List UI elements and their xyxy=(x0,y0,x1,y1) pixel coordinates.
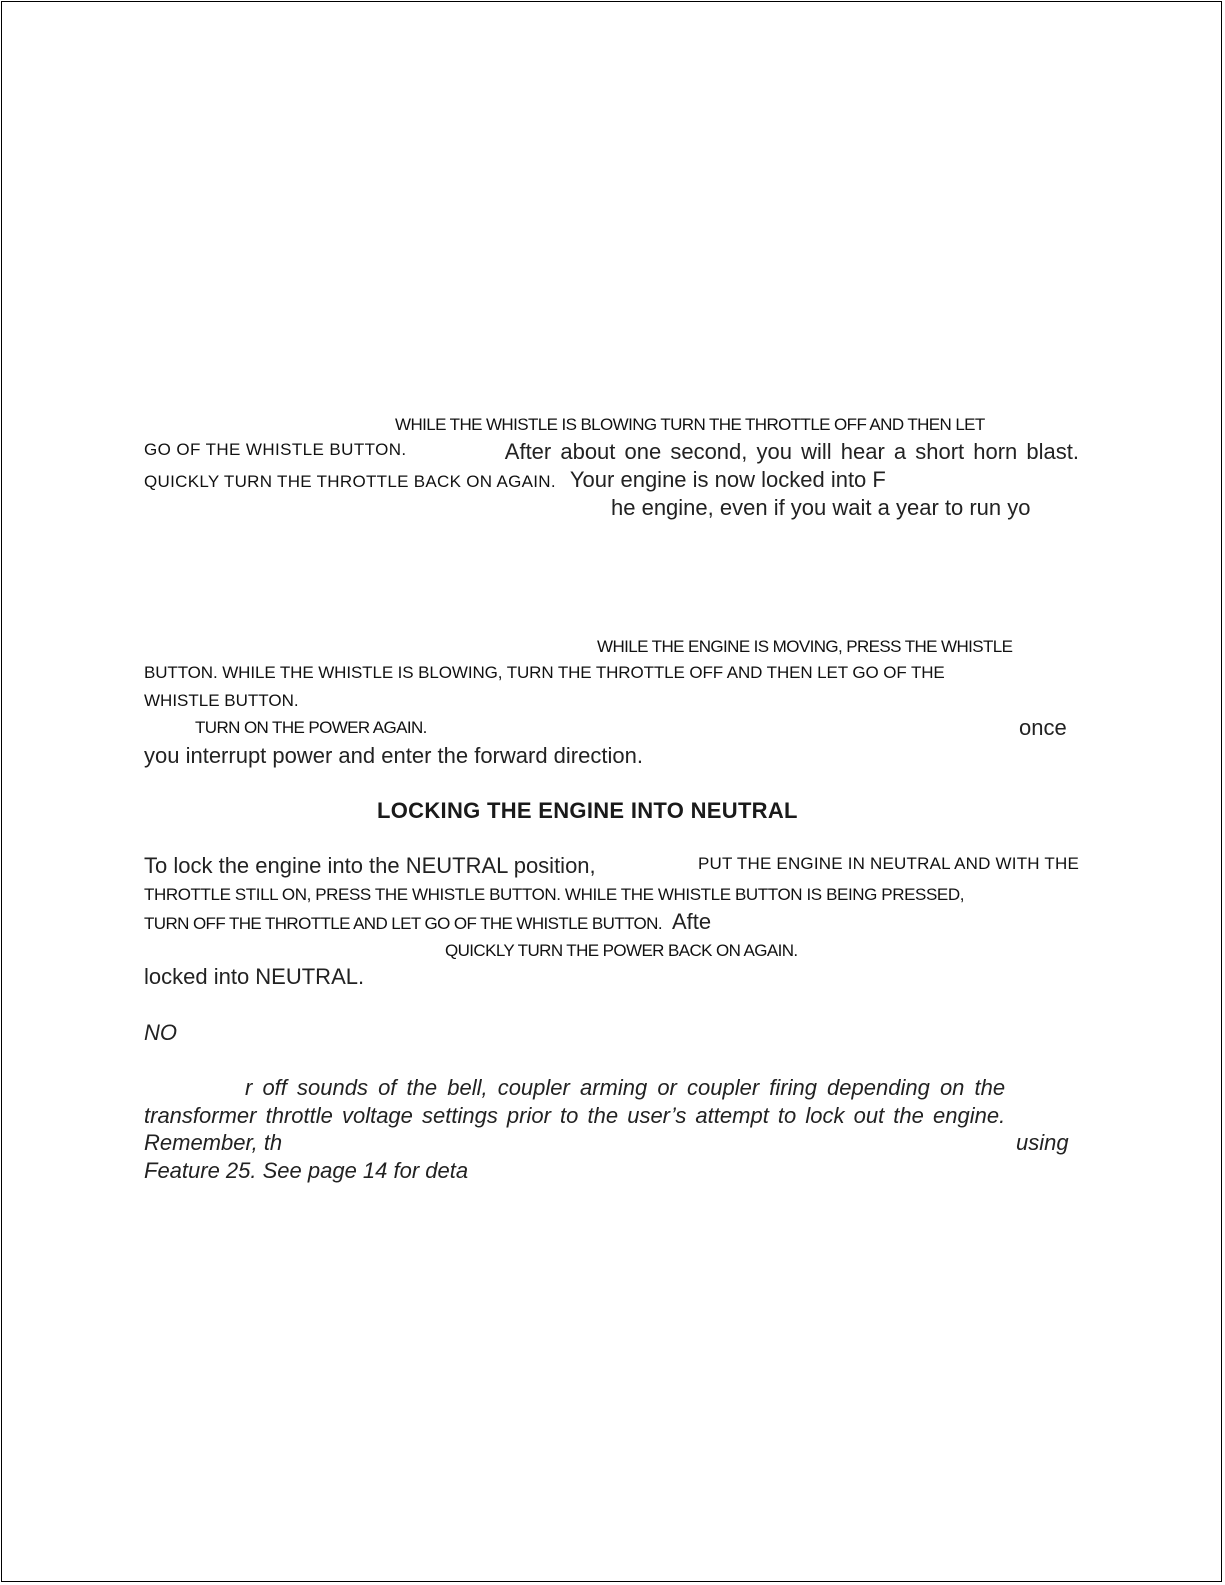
unlock-line-4-caps: TURN ON THE POWER AGAIN. xyxy=(195,718,427,737)
neutral-line-2: THROTTLE STILL ON, PRESS THE WHISTLE BUTTON. WHILE THE WHISTLE BUTTON IS BEING PRESSED, xyxy=(144,885,965,904)
neutral-line-5: locked into NEUTRAL. xyxy=(144,964,365,989)
forward-line-1: WHILE THE WHISTLE IS BLOWING TURN THE THROTTLE OFF AND THEN LET xyxy=(395,415,985,434)
note-line-3-left: Remember, th xyxy=(144,1130,283,1155)
neutral-line-3-caps: TURN OFF THE THROTTLE AND LET GO OF THE WHISTLE BUTTON. xyxy=(144,914,662,933)
neutral-line-1-caps: PUT THE ENGINE IN NEUTRAL AND WITH THE xyxy=(697,854,1079,873)
neutral-line-1-text: To lock the engine into the NEUTRAL position, xyxy=(144,853,596,878)
forward-line-2-text: After about one second, you will hear a short horn blast. xyxy=(504,439,1079,464)
section-heading: LOCKING THE ENGINE INTO NEUTRAL xyxy=(377,798,798,823)
forward-line-4: he engine, even if you wait a year to run yo xyxy=(611,495,1031,520)
neutral-line-3-text: Afte xyxy=(671,909,712,934)
forward-line-2-caps: GO OF THE WHISTLE BUTTON. xyxy=(144,440,407,459)
note-line-4: Feature 25. See page 14 for deta xyxy=(144,1158,469,1183)
note-line-2: transformer throttle voltage settings prior to the user’s attempt to lock out the engine. xyxy=(144,1103,1006,1128)
forward-line-3-text: Your engine is now locked into F xyxy=(569,467,886,492)
neutral-line-1 xyxy=(144,855,1079,877)
unlock-line-1: WHILE THE ENGINE IS MOVING, PRESS THE WHISTLE xyxy=(597,637,1013,656)
note-label: NO xyxy=(144,1020,177,1045)
page-border xyxy=(1,1,1222,1582)
unlock-line-3: WHISTLE BUTTON. xyxy=(144,691,299,710)
forward-line-2 xyxy=(144,441,1079,463)
neutral-line-3 xyxy=(144,911,711,933)
neutral-line-4: QUICKLY TURN THE POWER BACK ON AGAIN. xyxy=(445,941,798,960)
forward-line-3-caps: QUICKLY TURN THE THROTTLE BACK ON AGAIN. xyxy=(144,472,556,491)
unlock-line-2: BUTTON. WHILE THE WHISTLE IS BLOWING, TURN THE THROTTLE OFF AND THEN LET GO OF THE xyxy=(144,663,945,682)
forward-line-3 xyxy=(144,469,886,491)
note-line-3-right: using xyxy=(1016,1130,1069,1155)
unlock-line-4-right: once xyxy=(1019,715,1067,740)
note-line-1: r off sounds of the bell, coupler arming or coupler firing depending on the xyxy=(245,1075,1006,1100)
unlock-line-5: you interrupt power and enter the forward direction. xyxy=(144,743,643,768)
